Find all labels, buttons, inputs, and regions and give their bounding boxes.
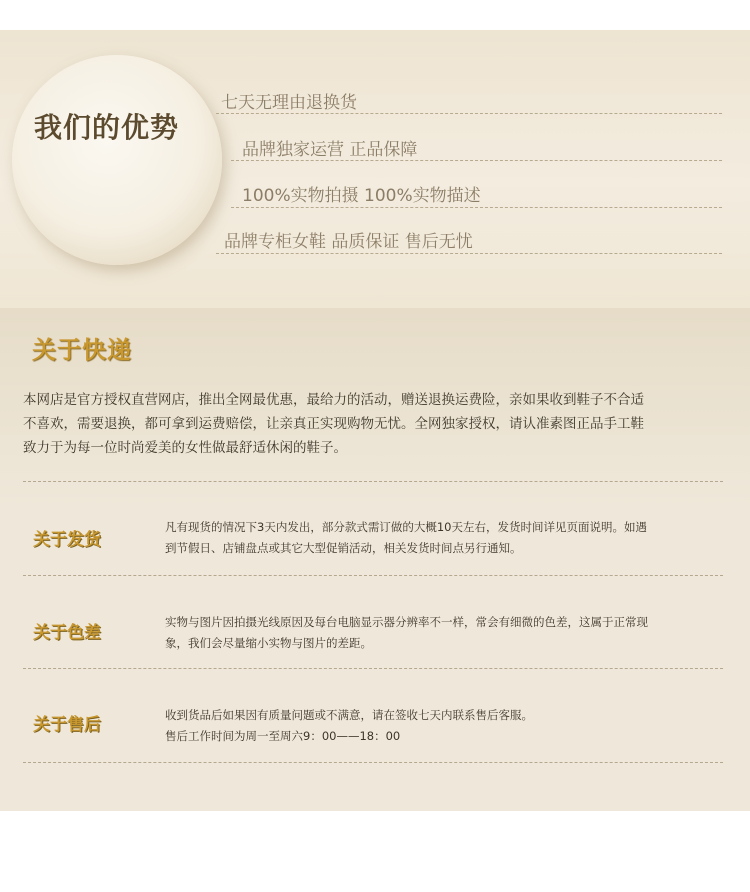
advantage-divider [231,207,722,208]
shipping-line: 凡有现货的情况下3天内发出，部分款式需订做的大概10天左右，发货时间详见页面说明。如遇 [165,520,647,534]
color-diff-line: 象，我们会尽量缩小实物与图片的差距。 [165,636,372,650]
advantage-item: 品牌专柜女鞋 品质保证 售后无忧 [224,232,473,252]
color-diff-text [165,612,725,654]
advantage-item: 品牌独家运营 正品保障 [242,140,418,160]
express-line: 致力于为每一位时尚爱美的女性做最舒适休闲的鞋子。 [23,440,347,456]
advantage-item: 100%实物拍摄 100%实物描述 [242,186,481,206]
after-sales-title: 关于售后 [33,715,101,735]
after-sales-text [165,705,725,747]
advantage-divider [216,113,722,114]
express-line: 不喜欢，需要退换，都可拿到运费赔偿，让亲真正实现购物无忧。全网独家授权，请认准素图正品手工鞋 [23,416,644,432]
express-paragraph [23,388,723,460]
after-sales-line: 收到货品后如果因有质量问题或不满意，请在签收七天内联系售后客服。 [165,708,533,722]
express-line: 本网店是官方授权直营网店，推出全网最优惠，最给力的活动，赠送退换运费险，亲如果收到鞋子不合适 [23,392,644,408]
express-title: 关于快递 [32,336,132,364]
advantage-item: 七天无理由退换货 [221,93,357,113]
advantage-divider [231,160,722,161]
shipping-text [165,517,725,559]
advantages-title: 我们的优势 [34,111,180,144]
color-diff-line: 实物与图片因拍摄光线原因及每台电脑显示器分辨率不一样，常会有细微的色差，这属于正常现 [165,615,648,629]
color-diff-title: 关于色差 [33,623,101,643]
advantage-divider [216,253,722,254]
section-divider [23,668,723,669]
section-divider [23,762,723,763]
shipping-title: 关于发货 [33,530,101,550]
section-divider [23,481,723,482]
section-divider [23,575,723,576]
shipping-line: 到节假日、店铺盘点或其它大型促销活动，相关发货时间点另行通知。 [165,541,522,555]
decorative-circle [12,55,222,265]
advantages-banner [0,30,750,308]
after-sales-line: 售后工作时间为周一至周六9：00——18：00 [165,729,401,743]
